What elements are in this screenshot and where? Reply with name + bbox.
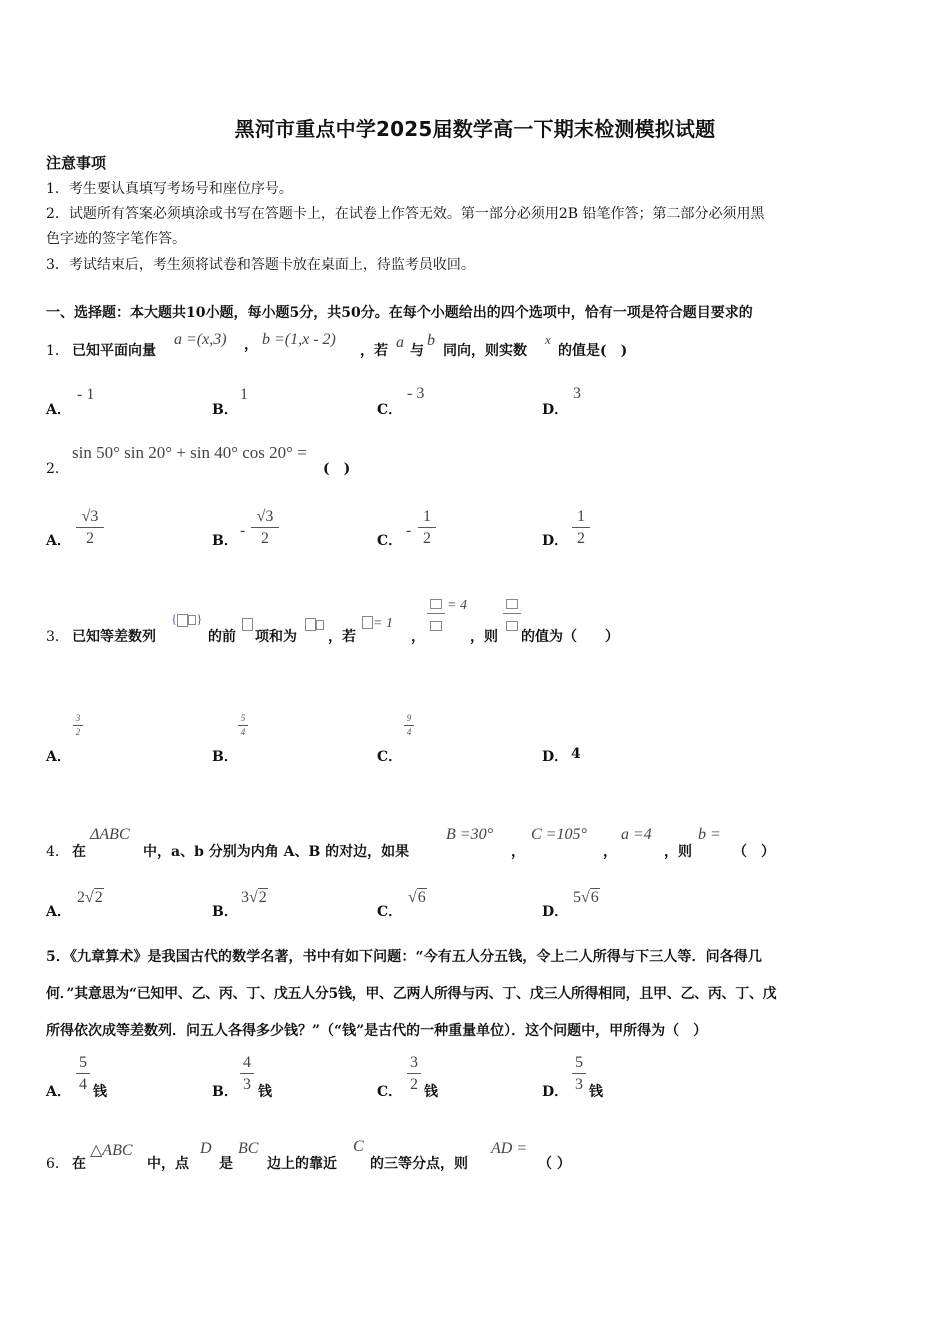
notice-item-3: 3．考试结束后，考生须将试卷和答题卡放在桌面上，待监考员收回。	[46, 257, 475, 273]
q5-line-3: 所得依次成等差数列．问五人各得多少钱？”（“钱”是古代的一种重量单位）．这个问题中，甲所得为（ ）	[46, 1023, 708, 1039]
q2-d-num: 1	[577, 508, 585, 525]
q2-c-den: 2	[423, 530, 431, 547]
q4-side-a: a =4	[621, 826, 652, 843]
q2-option-b-fraction	[251, 507, 279, 548]
placeholder-icon	[362, 616, 373, 629]
q2-option-c-label[interactable]: C．	[377, 533, 403, 549]
page-title: 黑河市重点中学2025届数学高一下期末检测模拟试题	[234, 117, 716, 141]
q3-text-6: 的值为（ ）	[521, 629, 619, 645]
q3-condition-2-value: = 4	[447, 598, 467, 613]
q5-option-b-fraction: 4 3	[240, 1053, 254, 1094]
q3-target-fraction	[503, 593, 521, 634]
q3-condition-1: = 1	[362, 612, 393, 632]
q3-number: 3．	[46, 629, 69, 645]
q4-option-b-value: 3√2	[241, 889, 267, 906]
q1-text-1: 已知平面向量	[72, 343, 156, 359]
q1-vector-b: b =(1,x - 2)	[262, 331, 336, 348]
q5-option-d-unit: 钱	[589, 1084, 603, 1100]
q1-text-4: 同向，则实数	[443, 343, 527, 359]
q3-option-c-fraction: 9 4	[404, 713, 414, 738]
q3-option-b-label[interactable]: B．	[212, 749, 238, 765]
q6-text-3: 是	[219, 1156, 233, 1172]
q3-condition-2-fraction	[427, 593, 445, 634]
q3-text-2: 的前	[208, 629, 236, 645]
q4-paren: （ ）	[733, 844, 775, 860]
q1-a: a	[396, 334, 404, 351]
q4-option-d-label[interactable]: D．	[542, 904, 569, 920]
placeholder-icon	[177, 614, 188, 627]
q2-paren: ( )	[323, 461, 351, 477]
q4-text-2: 中，a、b 分别为内角 A、B 的对边，如果	[143, 844, 410, 860]
q6-triangle: △ABC	[90, 1142, 133, 1159]
notice-item-2-cont: 色字迹的签字笔作答。	[46, 231, 186, 247]
notice-heading: 注意事项	[46, 154, 107, 172]
q5-line-1: 5．《九章算术》是我国古代的数学名著，书中有如下问题：“今有五人分五钱，令上二人所得与下三人等．问各得几	[46, 949, 762, 965]
q5-option-b-unit: 钱	[258, 1084, 272, 1100]
q4-text-1: 在	[72, 844, 86, 860]
q1-text-5: 的值是( )	[558, 343, 628, 359]
notice-item-2: 2．试题所有答案必须填涂或书写在答题卡上，在试卷上作答无效。第一部分必须用2B 铅笔作答；第二部分必须用黑	[46, 206, 765, 222]
q1-option-d-label[interactable]: D．	[542, 402, 569, 418]
q2-c-num: 1	[423, 508, 431, 525]
section-heading: 一、选择题：本大题共10小题，每小题5分，共50分。在每个小题给出的四个选项中，恰有一项是符合题目要求的	[46, 305, 753, 321]
q4-side-b: b =	[698, 826, 721, 843]
q5-option-c-label[interactable]: C．	[377, 1084, 403, 1100]
q3-option-c-label[interactable]: C．	[377, 749, 403, 765]
placeholder-icon	[430, 621, 442, 631]
q6-paren: （ ）	[538, 1156, 571, 1172]
q1-b: b	[427, 332, 435, 349]
notice-item-1: 1．考生要认真填写考场号和座位序号。	[46, 181, 293, 197]
q5-line-2: 何．”其意思为“已知甲、乙、丙、丁、戊五人分5钱，甲、乙两人所得与丙、丁、戊三人所得相同，且甲、乙、丙、丁、戊	[46, 986, 777, 1002]
placeholder-icon	[242, 618, 253, 631]
q5-option-c-unit: 钱	[424, 1084, 438, 1100]
q4-option-a-label[interactable]: A．	[46, 904, 71, 920]
q6-text-5: 的三等分点，则	[370, 1156, 468, 1172]
q6-segment-bc: BC	[238, 1140, 259, 1157]
q3-text-4: ，若	[328, 629, 356, 645]
q2-option-c-sign: -	[406, 522, 412, 539]
q1-option-a-label[interactable]: A．	[46, 402, 71, 418]
q2-option-c-fraction	[418, 507, 436, 548]
q3-text-1: 已知等差数列	[72, 629, 156, 645]
q1-x: x	[545, 332, 551, 347]
q6-text-4: 边上的靠近	[267, 1156, 337, 1172]
placeholder-icon	[188, 615, 196, 625]
q2-option-b-label[interactable]: B．	[212, 533, 238, 549]
q1-number: 1．	[46, 343, 69, 359]
q1-option-c-label[interactable]: C．	[377, 402, 403, 418]
q2-expression: sin 50° sin 20° + sin 40° cos 20° =	[72, 443, 307, 462]
q4-number: 4．	[46, 844, 69, 860]
q4-sep-2: ，	[603, 844, 617, 860]
q5-option-b-label[interactable]: B．	[212, 1084, 238, 1100]
q1-sep: ，	[244, 337, 258, 353]
q1-text-2: ，若	[360, 343, 388, 359]
q6-point-c: C	[353, 1138, 364, 1155]
q4-text-3: ，则	[664, 844, 692, 860]
q4-option-d-value: 5√6	[573, 889, 599, 906]
q4-option-c-value: √6	[408, 889, 426, 906]
q1-vector-a: a =(x,3)	[174, 331, 227, 348]
q3-option-d-label[interactable]: D．	[542, 749, 569, 765]
q4-option-a-value: 2√2	[77, 889, 103, 906]
q3-option-b-fraction: 5 4	[238, 713, 248, 738]
q5-option-c-fraction: 3 2	[407, 1053, 421, 1094]
q4-sep-1: ，	[511, 844, 525, 860]
q4-option-c-label[interactable]: C．	[377, 904, 403, 920]
q5-option-a-unit: 钱	[93, 1084, 107, 1100]
q2-option-b-sign: -	[240, 522, 246, 539]
q2-a-num: √3	[81, 508, 99, 525]
q1-option-a-value: - 1	[77, 386, 95, 403]
q2-option-a-fraction	[76, 507, 104, 548]
q4-angle-b: B =30°	[446, 826, 493, 843]
q2-option-d-label[interactable]: D．	[542, 533, 569, 549]
q5-option-d-label[interactable]: D．	[542, 1084, 569, 1100]
q1-option-c-value: - 3	[407, 385, 425, 402]
q6-text-1: 在	[72, 1156, 86, 1172]
q4-option-b-label[interactable]: B．	[212, 904, 238, 920]
q2-b-num: √3	[256, 508, 274, 525]
q3-n-symbol	[242, 614, 253, 633]
q5-option-d-fraction: 5 3	[572, 1053, 586, 1094]
q2-a-den: 2	[86, 530, 94, 547]
q3-option-d-value: 4	[571, 746, 581, 762]
q4-triangle: ΔABC	[90, 826, 130, 843]
q3-text-3: 项和为	[255, 629, 297, 645]
q1-option-b-value: 1	[240, 386, 248, 403]
q4-angle-c: C =105°	[531, 826, 587, 843]
placeholder-icon	[305, 618, 316, 631]
placeholder-icon	[506, 621, 518, 631]
q3-sn-symbol	[305, 614, 324, 633]
q3-text-5: ，则	[470, 629, 498, 645]
q2-number: 2．	[46, 461, 69, 477]
q2-option-a-label[interactable]: A．	[46, 533, 71, 549]
q3-option-a-label[interactable]: A．	[46, 749, 71, 765]
q3-sequence-symbol: { }	[171, 611, 203, 626]
q1-option-b-label[interactable]: B．	[212, 402, 238, 418]
placeholder-icon	[430, 599, 442, 609]
q6-point-d: D	[200, 1140, 212, 1157]
q2-d-den: 2	[577, 530, 585, 547]
placeholder-icon	[506, 599, 518, 609]
q3-sep: ，	[411, 629, 425, 645]
q2-option-d-fraction	[572, 507, 590, 548]
q6-number: 6．	[46, 1156, 69, 1172]
q5-option-a-label[interactable]: A．	[46, 1084, 71, 1100]
q6-text-2: 中，点	[147, 1156, 189, 1172]
placeholder-icon	[316, 620, 324, 630]
q1-option-d-value: 3	[573, 385, 581, 402]
q2-b-den: 2	[261, 530, 269, 547]
q6-vector-ad: AD =	[491, 1140, 528, 1157]
q1-text-3: 与	[410, 343, 424, 359]
q5-option-a-fraction: 5 4	[76, 1053, 90, 1094]
q3-option-a-fraction: 3 2	[73, 713, 83, 738]
